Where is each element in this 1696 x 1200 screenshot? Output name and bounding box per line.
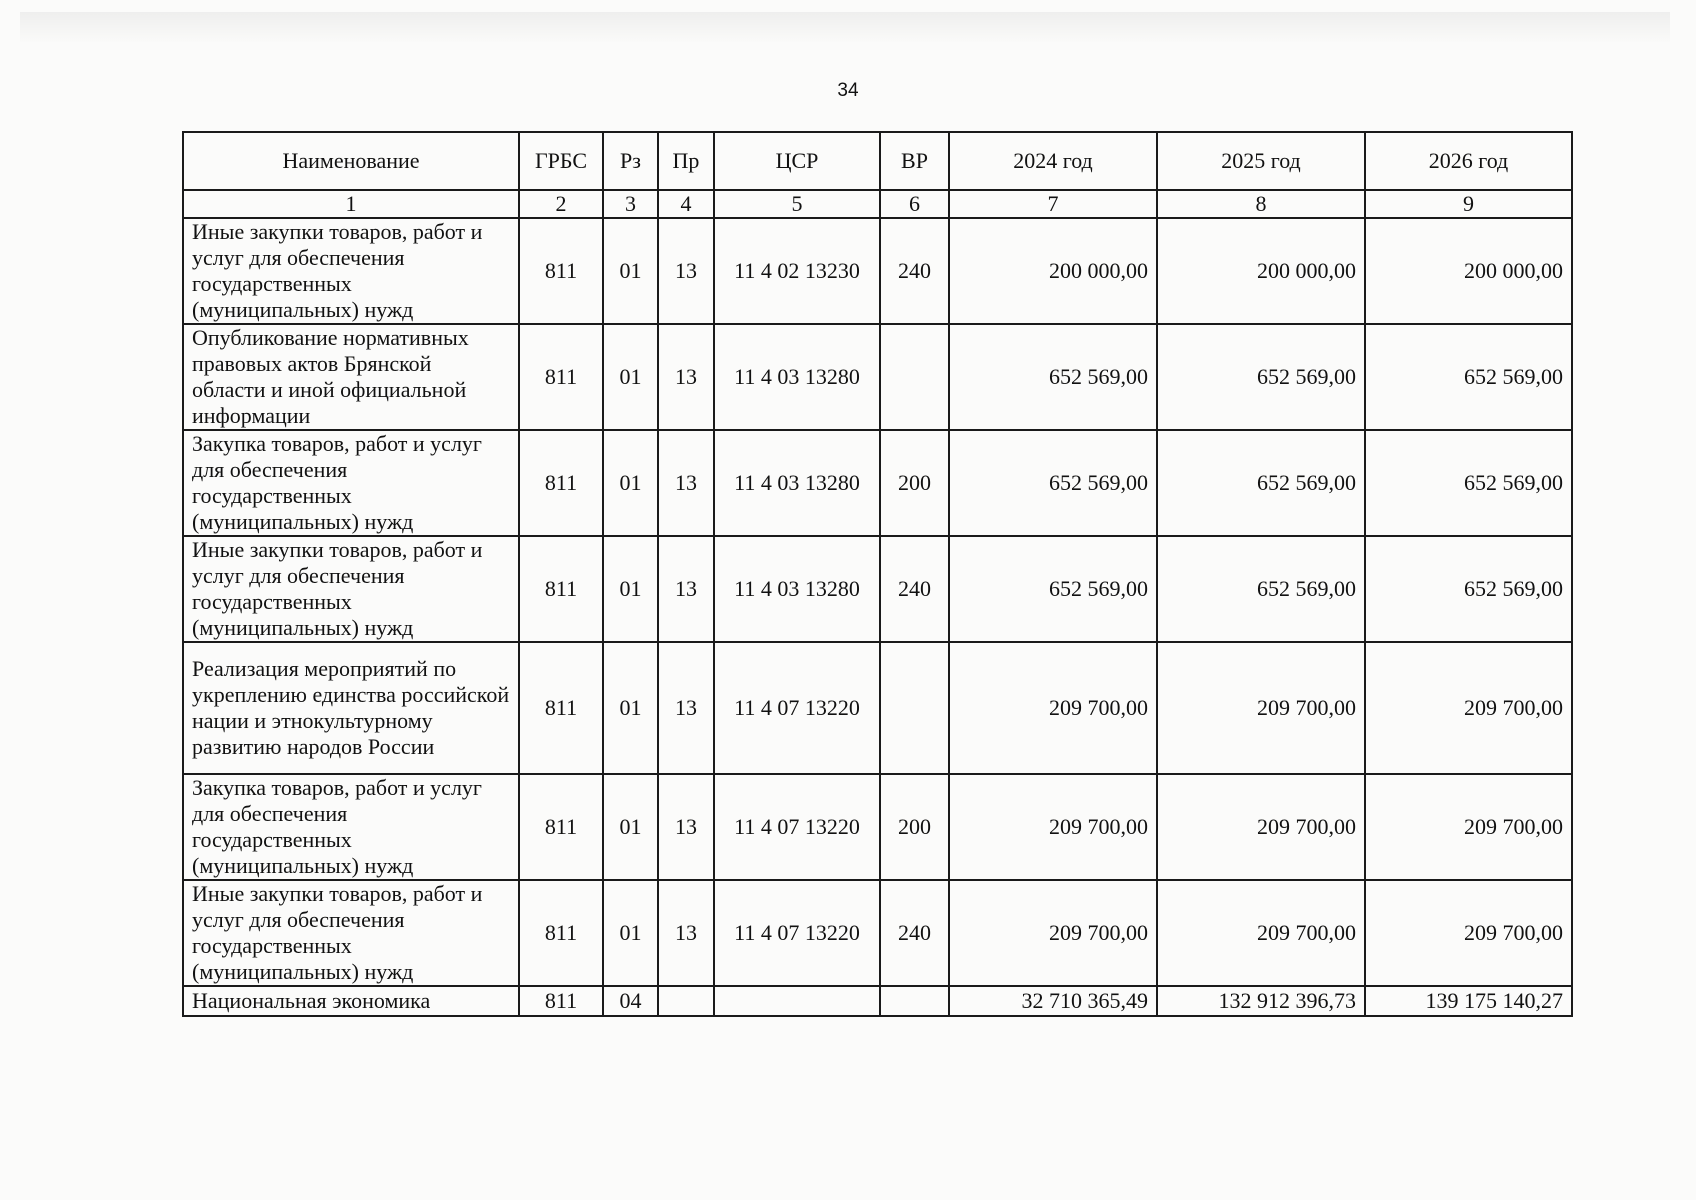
column-number: 4 [658, 190, 714, 218]
table-row [183, 536, 1572, 642]
column-number: 1 [183, 190, 519, 218]
table-row [183, 430, 1572, 536]
row-grbs: 811 [519, 430, 603, 536]
table-row [183, 218, 1572, 324]
row-2026: 652 569,00 [1365, 324, 1572, 430]
row-pr: 13 [658, 880, 714, 986]
table-row [183, 880, 1572, 986]
row-vr [880, 324, 949, 430]
row-2025: 132 912 396,73 [1157, 986, 1365, 1016]
row-pr: 13 [658, 324, 714, 430]
budget-table [182, 131, 1573, 1017]
row-2025: 200 000,00 [1157, 218, 1365, 324]
header-csr: ЦСР [714, 132, 880, 190]
row-vr: 240 [880, 218, 949, 324]
row-rz: 01 [603, 774, 658, 880]
row-name: Реализация мероприятий по укреплению единства российской нации и этнокультурному развитию народов России [183, 642, 519, 774]
row-csr: 11 4 07 13220 [714, 774, 880, 880]
header-row [183, 132, 1572, 190]
row-csr: 11 4 07 13220 [714, 642, 880, 774]
row-grbs: 811 [519, 642, 603, 774]
column-number: 7 [949, 190, 1157, 218]
scan-header-artifact [20, 12, 1670, 42]
row-grbs: 811 [519, 774, 603, 880]
row-2026: 139 175 140,27 [1365, 986, 1572, 1016]
row-vr: 240 [880, 536, 949, 642]
header-grbs: ГРБС [519, 132, 603, 190]
row-vr: 200 [880, 430, 949, 536]
header-rz: Рз [603, 132, 658, 190]
row-pr: 13 [658, 430, 714, 536]
row-2024: 209 700,00 [949, 774, 1157, 880]
row-grbs: 811 [519, 536, 603, 642]
column-number: 8 [1157, 190, 1365, 218]
column-number: 3 [603, 190, 658, 218]
row-name: Закупка товаров, работ и услуг для обеспечения государственных (муниципальных) нужд [183, 430, 519, 536]
row-2024: 32 710 365,49 [949, 986, 1157, 1016]
row-vr [880, 986, 949, 1016]
table-row [183, 324, 1572, 430]
row-2025: 652 569,00 [1157, 324, 1365, 430]
row-2026: 652 569,00 [1365, 536, 1572, 642]
row-2025: 209 700,00 [1157, 880, 1365, 986]
row-pr [658, 986, 714, 1016]
row-pr: 13 [658, 218, 714, 324]
row-2024: 652 569,00 [949, 430, 1157, 536]
row-pr: 13 [658, 774, 714, 880]
row-rz: 01 [603, 642, 658, 774]
row-2024: 200 000,00 [949, 218, 1157, 324]
row-rz: 01 [603, 324, 658, 430]
row-csr: 11 4 02 13230 [714, 218, 880, 324]
column-number: 2 [519, 190, 603, 218]
row-2025: 652 569,00 [1157, 430, 1365, 536]
row-vr [880, 642, 949, 774]
row-name: Национальная экономика [183, 986, 519, 1016]
header-pr: Пр [658, 132, 714, 190]
header-2026: 2026 год [1365, 132, 1572, 190]
row-name: Опубликование нормативных правовых актов Брянской области и иной официальной информации [183, 324, 519, 430]
row-rz: 01 [603, 880, 658, 986]
row-csr: 11 4 03 13280 [714, 324, 880, 430]
row-2026: 209 700,00 [1365, 880, 1572, 986]
table-row [183, 642, 1572, 774]
row-csr: 11 4 03 13280 [714, 430, 880, 536]
row-csr: 11 4 07 13220 [714, 880, 880, 986]
row-grbs: 811 [519, 218, 603, 324]
column-number: 5 [714, 190, 880, 218]
row-rz: 01 [603, 536, 658, 642]
row-name: Иные закупки товаров, работ и услуг для обеспечения государственных (муниципальных) нужд [183, 880, 519, 986]
column-number: 9 [1365, 190, 1572, 218]
row-2026: 209 700,00 [1365, 774, 1572, 880]
row-rz: 01 [603, 218, 658, 324]
row-grbs: 811 [519, 324, 603, 430]
row-2024: 652 569,00 [949, 324, 1157, 430]
row-2024: 652 569,00 [949, 536, 1157, 642]
row-2024: 209 700,00 [949, 880, 1157, 986]
row-2026: 209 700,00 [1365, 642, 1572, 774]
row-name: Закупка товаров, работ и услуг для обеспечения государственных (муниципальных) нужд [183, 774, 519, 880]
header-name: Наименование [183, 132, 519, 190]
row-vr: 200 [880, 774, 949, 880]
row-csr [714, 986, 880, 1016]
table-row [183, 774, 1572, 880]
column-number: 6 [880, 190, 949, 218]
header-2025: 2025 год [1157, 132, 1365, 190]
row-csr: 11 4 03 13280 [714, 536, 880, 642]
row-name: Иные закупки товаров, работ и услуг для обеспечения государственных (муниципальных) нужд [183, 218, 519, 324]
row-rz: 01 [603, 430, 658, 536]
row-name: Иные закупки товаров, работ и услуг для обеспечения государственных (муниципальных) нужд [183, 536, 519, 642]
row-vr: 240 [880, 880, 949, 986]
header-vr: ВР [880, 132, 949, 190]
column-number-row [183, 190, 1572, 218]
row-grbs: 811 [519, 986, 603, 1016]
header-2024: 2024 год [949, 132, 1157, 190]
row-pr: 13 [658, 536, 714, 642]
row-2026: 200 000,00 [1365, 218, 1572, 324]
row-rz: 04 [603, 986, 658, 1016]
page-number: 34 [837, 80, 859, 101]
table-row-section-total [183, 986, 1572, 1016]
row-2025: 209 700,00 [1157, 774, 1365, 880]
row-2026: 652 569,00 [1365, 430, 1572, 536]
row-pr: 13 [658, 642, 714, 774]
row-2025: 652 569,00 [1157, 536, 1365, 642]
row-grbs: 811 [519, 880, 603, 986]
row-2024: 209 700,00 [949, 642, 1157, 774]
row-2025: 209 700,00 [1157, 642, 1365, 774]
